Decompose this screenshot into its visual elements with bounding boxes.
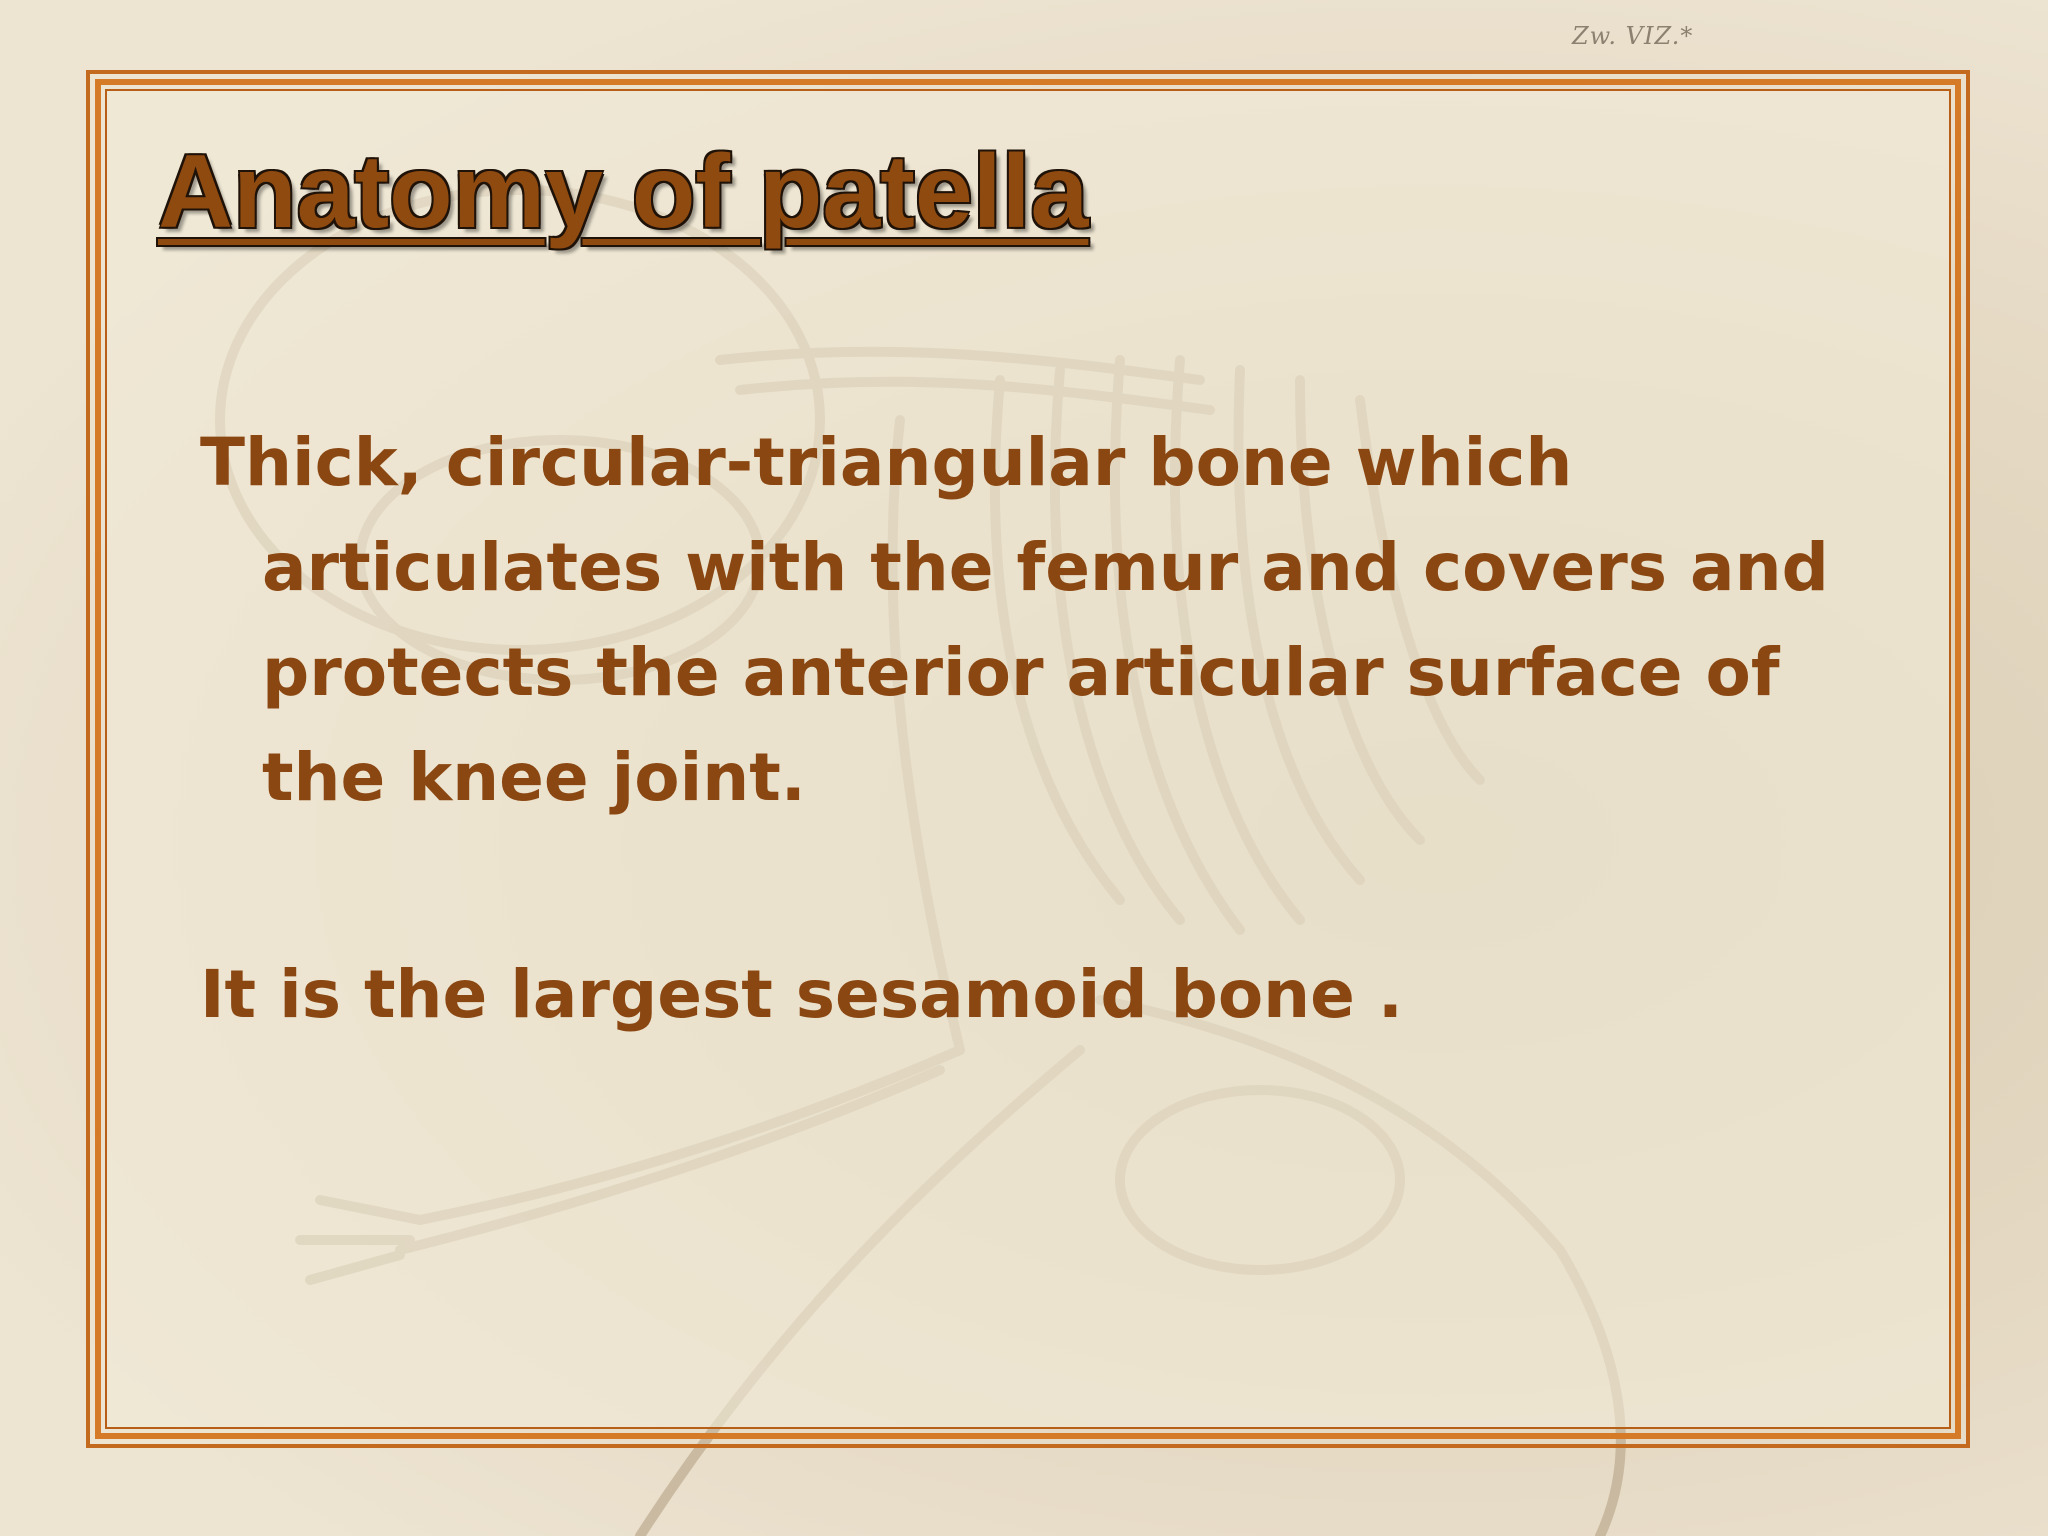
paragraph-sesamoid: It is the largest sesamoid bone . [200, 956, 1403, 1033]
plate-number: Zw. VIZ.* [1572, 22, 1694, 50]
slide-title: Anatomy of patella [158, 134, 1089, 250]
slide-body [200, 410, 1840, 1047]
paragraph-description: Thick, circular-triangular bone which articulates with the femur and covers and protects the anterior articular surface of the knee joint. [200, 424, 1829, 816]
